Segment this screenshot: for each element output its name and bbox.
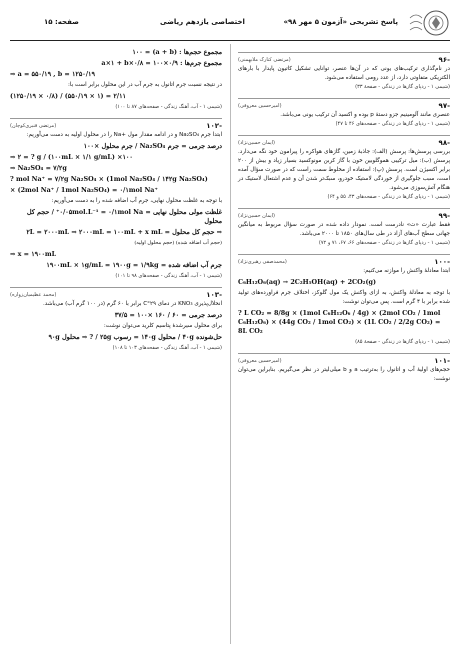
column-divider	[230, 44, 231, 644]
question-number: -۱۰۳	[206, 291, 222, 299]
answer-text: انحلال‌پذیری KNO₃ در دمای ۲۹°C برابر با ۶۰ گرم (در ۱۰۰ گرم آب) می‌باشد.	[42, 301, 222, 307]
question-header	[238, 208, 450, 221]
equation-line: × (2mol Na⁺ / 1mol Na₂SO₄) = ۰/۱mol Na⁺	[10, 186, 158, 194]
reference-text: (شیمی ۱ - ردپای گازها در زندگی - صفحه‌های ۴۶ تا ۴۷)	[335, 121, 450, 127]
stoichiometry-equation: ? L CO₂ = 8/8g × (1mol C₆H₁₂O₆ / 4g) × (2mol CO₂ / 1mol C₆H₁₂O₆) × (44g CO₂ / 1mol CO₂) × (1L CO₂ / 2/2g CO₂) = 8L CO₂	[238, 309, 441, 335]
question-author: (امیرحسین معروفی)	[238, 358, 282, 364]
question-number: -۱۰۱	[434, 357, 450, 365]
page-title: پاسخ تشریحی «آزمون ۵ مهر ۹۸»	[283, 18, 398, 26]
question-header	[10, 118, 222, 131]
subject-title: اختصاصی یازدهم ریاضی	[160, 18, 245, 26]
question-number: -۱۰۲	[206, 122, 222, 130]
question-header	[10, 287, 222, 300]
equation-line: جرم آب اضافه شده = ۱۹۰۰mL × ۱g/mL = ۱۹۰۰g = ۱/۹kg	[46, 261, 222, 269]
reference-text: (شیمی ۱ - ردپای گازها در زندگی - صفحه‌های ۴۳، ۵۵ و ۶۴)	[327, 194, 450, 200]
question-header	[238, 353, 450, 366]
answer-text: ابتدا جرم Na₂SO₄ و در ادامه مقدار مول +Na را در محلول اولیه به دست می‌آوریم:	[26, 132, 222, 138]
question-author: (محمدصفی رهبری‌نژاد)	[238, 259, 287, 265]
answer-text: فقط عبارت «ت» نادرست است. نمودار داده شده در صورت سؤال مربوط به میانگین جهانی سطح آب‌های آزاد در طی سال‌های ۱۸۵۰ تا ۲۰۰۰ می‌باشد.	[238, 222, 450, 237]
answer-text: برای محلول سیرشدهٔ پتاسیم کلرید می‌توان نوشت:	[103, 323, 222, 329]
answer-text: حجم‌های اولیهٔ آب و اتانول را به‌ترتیب a و b میلی‌لیتر در نظر می‌گیریم. بنابراین می‌توان نوشت:	[238, 367, 450, 382]
question-author: (مرتضی قنبری‌کوچان)	[10, 123, 57, 129]
answer-text: با توجه به معادلهٔ واکنش، به ازای واکنش یک مول گلوکز، اختلاف جرم فراورده‌های تولید شده برابر با ۴ گرم است. پس می‌توان نوشت:	[238, 290, 450, 305]
answer-text: ابتدا معادلهٔ واکنش را موازنه می‌کنیم:	[363, 268, 450, 274]
question-number: -۹۸	[438, 139, 450, 147]
answer-text: در نتیجه نسبت جرم اتانول به جرم آب در این محلول برابر است با:	[68, 82, 222, 88]
equation-line: مجموع حجم‌ها : (a + b) = ۱۰۰	[132, 48, 222, 56]
equation-line: ⇒ حجم کل محلول = ۲L = ۲۰۰۰mL ⇒ ۲۰۰۰mL = ۱۰۰mL + x mL	[26, 228, 222, 236]
answer-text: عنصری مانند آلومینیم جزو دستهٔ p بوده و اکسید آن ترکیب یونی می‌باشد.	[280, 112, 450, 118]
reference-text: (شیمی ۱ - آب، آهنگ زندگی - صفحه‌های ۹۸ تا ۱۰۱)	[115, 273, 222, 279]
equation-line: حل‌شونده ۴۰g / محلول ۱۴۰g = رسوب ۲۵g / ? ⇒ محلول ۹۰g	[48, 333, 222, 341]
answer-text: بررسی پرسش‌ها: پرسش (الف): جاذبهٔ زمین، گازهای هواکره را پیرامون خود نگه می‌دارد. پرسش (ب): میل ترکیبی هموگلوبین خون با گاز کربن مونوکسید بسیار زیاد و بیش از ۲۰۰ برابر اکسیژن است. پرسش (پ): استفاده از مخلوط سمت راست که در صورت سؤال آمده است، سبب جلوگیری از خوردگی لاستیک خودرو، سبک‌تر شدن آن و عدم اشتعال لاستیک در هنگام آتش‌سوزی می‌شود.	[238, 149, 450, 191]
question-header	[238, 135, 450, 148]
question-author: (امیرحسین معروفی)	[238, 103, 282, 109]
equation-line: مجموع جرم‌ها : a×۱ + b×۰/۸ = ۱۰۰×۰/۹	[101, 59, 222, 67]
question-author: (ایمان حسین‌نژاد)	[238, 213, 275, 219]
left-column	[10, 46, 222, 353]
page-header	[10, 6, 450, 41]
question-header	[238, 98, 450, 111]
equation-line: ? mol Na⁺ = ۷/۲g Na₂SO₄ × (1mol Na₂SO₄ / ۱۴۲g Na₂SO₄)	[10, 175, 208, 183]
equation-line: ⇒ ۲ = ? g / (۱۰۰mL × ۱/۱ g/mL) ×۱۰۰	[10, 153, 133, 161]
question-header	[238, 52, 450, 65]
equation-line: ⇒ x = ۱۹۰۰mL	[10, 250, 57, 258]
reference-text: (شیمی ۱ - ردپای گازها در زندگی - صفحهٔ ۳۳)	[355, 84, 450, 90]
question-author: (مرتضی کنارک ملابهمنی)	[238, 57, 291, 63]
reaction-equation: C₆H₁₂O₆(aq) → 2C₂H₅OH(aq) + 2CO₂(g)	[238, 278, 376, 286]
reference-text: (شیمی ۱ - آب، آهنگ زندگی - صفحه‌های ۱۰۳ تا ۱۰۸)	[112, 345, 222, 351]
equation-line: درصد جرمی = ۶۰ / ۱۶۰ ×۱۰۰ = ۳۷/۵	[114, 311, 222, 319]
right-column	[238, 46, 450, 384]
equation-line: ⇒ a = ۵۵۰/۱۹ , b = ۱۲۵۰/۱۹	[10, 70, 95, 78]
reference-text: (شیمی ۱ - آب، آهنگ زندگی - صفحه‌های ۸۷ تا ۱۰۰)	[115, 104, 222, 110]
equation-line: ⇒ Na₂SO₄ = ۷/۲g	[10, 164, 67, 172]
question-author: (محمد عظیمیان‌زواره)	[10, 292, 57, 298]
reference-text: (شیمی ۱ - ردپای گازها در زندگی - صفحه‌های ۶۶، ۶۷، ۷۱ و ۷۲)	[318, 240, 450, 246]
reference-text: (شیمی ۱ - ردپای گازها در زندگی - صفحهٔ ۸۵)	[355, 339, 450, 345]
page-number: صفحه: ۱۵	[44, 18, 79, 26]
equation-line: (۱۲۵۰/۱۹ × ۰/۸) / (۵۵۰/۱۹ × ۱) = ۲/۱۱	[10, 92, 126, 100]
equation-note: (حجم آب اضافه شده) (حجم محلول اولیه)	[134, 240, 222, 246]
equation-line: غلظت مولی محلول نهایی = ۰/۰۵mol.L⁻¹ = ۰/۱mol Na⁺ / حجم کل محلول	[26, 208, 222, 225]
question-number: -۹۷	[438, 102, 450, 110]
question-header	[238, 254, 450, 267]
question-number: -۱۰۰	[434, 258, 450, 266]
answer-text: با توجه به غلظت محلول نهایی، جرم آب اضافه شده را به دست می‌آوریم:	[51, 198, 222, 204]
institution-logo-icon	[406, 6, 450, 40]
answer-text: در نام‌گذاری ترکیب‌های یونی که در آن‌ها عنصر، توانایی تشکیل کاتیون پایدار با بارهای الکتریکی متفاوتی دارد، از عدد رومی استفاده می‌شود.	[238, 66, 450, 81]
question-number: -۹۹	[438, 212, 450, 220]
equation-line: درصد جرمی = جرم Na₂SO₄ / جرم محلول ×۱۰۰	[83, 142, 222, 150]
question-author: (ایمان حسین‌نژاد)	[238, 140, 275, 146]
question-number: -۹۶	[438, 56, 450, 64]
